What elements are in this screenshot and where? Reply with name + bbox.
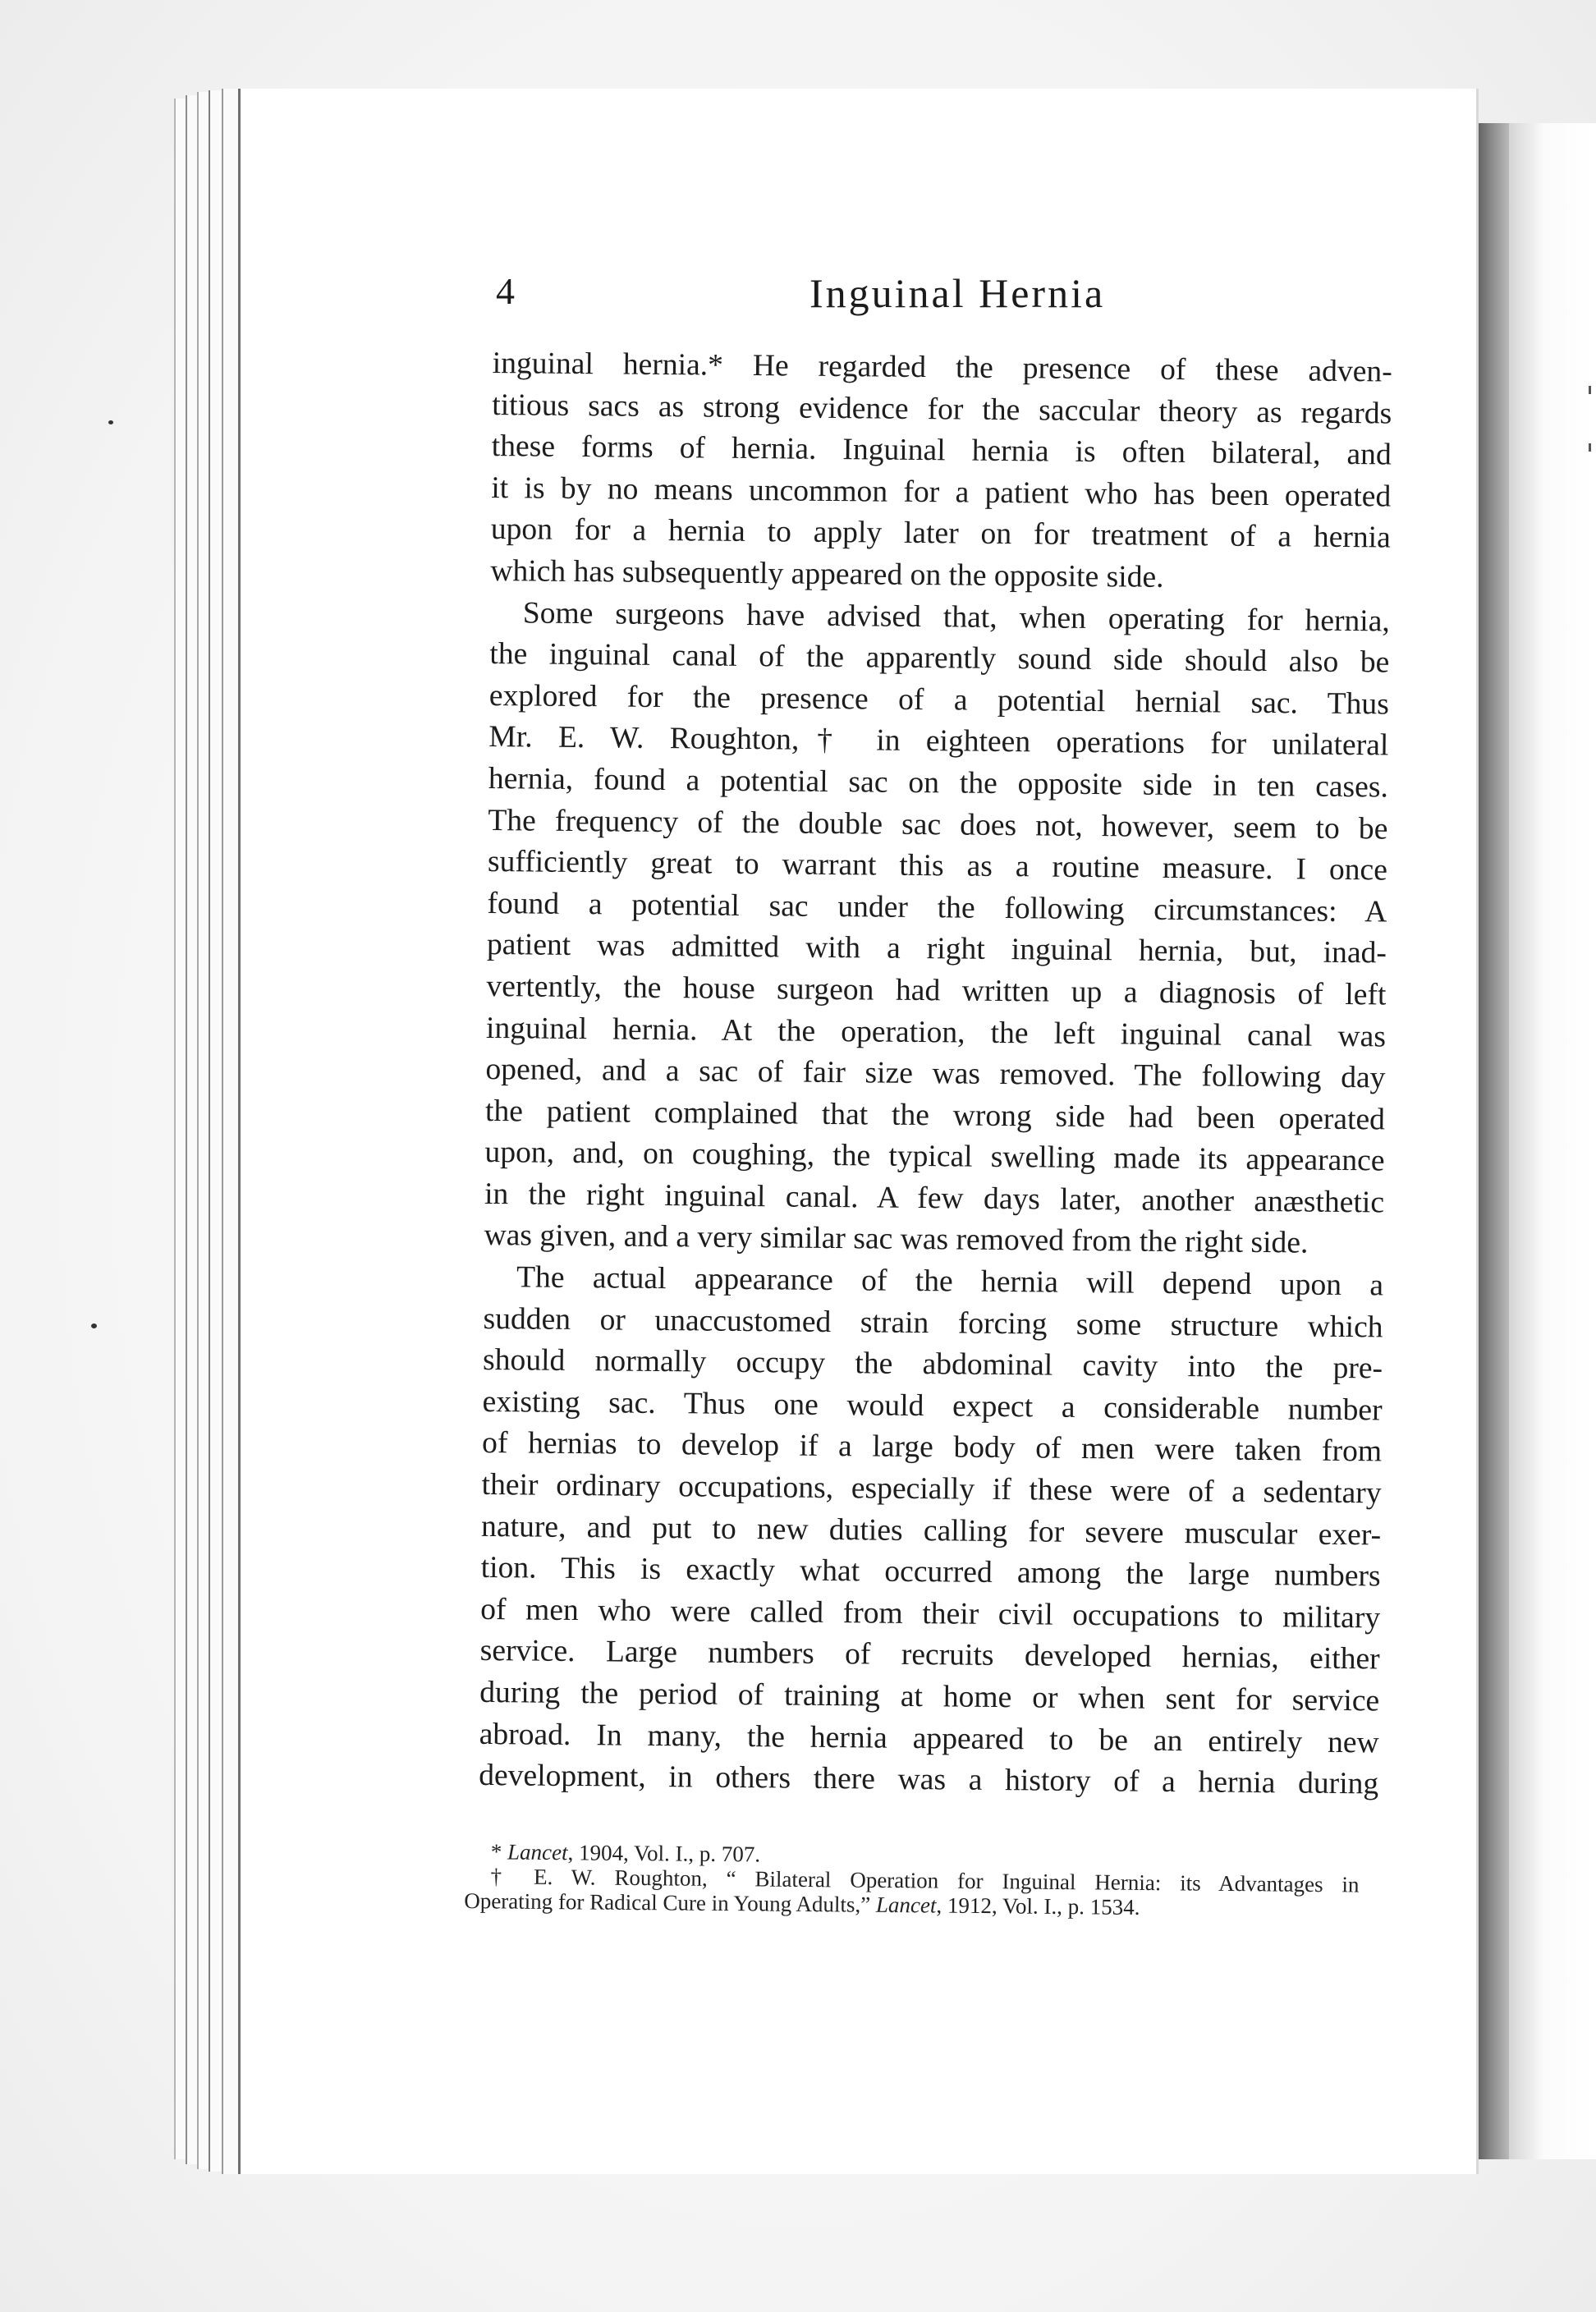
- text-line: inguinal hernia.* He regarded the presence of these adven-: [492, 346, 1392, 389]
- scan-mark: [1589, 443, 1591, 452]
- citation-title: Operating for Radical Cure in Young Adults,”: [464, 1888, 877, 1917]
- text-line: upon for a hernia to apply later on for treatment of a hernia: [490, 512, 1391, 555]
- citation-detail: , 1904, Vol. I., p. 707.: [567, 1840, 761, 1867]
- scan-speck: [91, 1323, 97, 1328]
- text-line: existing sac. Thus one would expect a considerable number: [482, 1384, 1383, 1428]
- text-line: their ordinary occupations, especially if these were of a sedentary: [481, 1467, 1382, 1511]
- text-line: the patient complained that the wrong side had been operated: [484, 1094, 1386, 1137]
- text-line: development, in others there was a history of a hernia during: [479, 1759, 1379, 1801]
- page-number: 4: [496, 270, 516, 312]
- book-gutter: [1476, 123, 1509, 2159]
- text-line: service. Large numbers of recruits developed hernias, either: [479, 1634, 1380, 1677]
- text-line: patient was admitted with a right inguinal hernia, but, inad-: [486, 928, 1387, 970]
- text-line: tion. This is exactly what occurred among the large numbers: [480, 1551, 1381, 1594]
- text-line: The actual appearance of the hernia will depend upon a: [516, 1260, 1384, 1303]
- text-line: these forms of hernia. Inguinal hernia is often bilateral, and: [491, 429, 1392, 472]
- text-line: The frequency of the double sac does not, however, seem to be: [488, 803, 1388, 846]
- text-line: should normally occupy the abdominal cavity into the pre-: [482, 1343, 1383, 1386]
- text-line: the inguinal canal of the apparently sound side should also be: [489, 637, 1390, 680]
- text-line: of men who were called from their civil occupations to military: [479, 1592, 1381, 1635]
- body-text: [479, 343, 1392, 1805]
- running-title: Inguinal Hernia: [809, 270, 1106, 316]
- text-line: during the period of training at home or when sent for service: [479, 1675, 1380, 1718]
- running-head: [496, 269, 1391, 335]
- text-line: titious sacs as strong evidence for the saccular theory as regards: [492, 388, 1392, 431]
- scan-mark: [1589, 386, 1591, 394]
- text-line: of hernias to develop if a large body of men were taken from: [481, 1426, 1383, 1469]
- journal-name: Lancet: [507, 1839, 568, 1865]
- text-line: opened, and a sac of fair size was removed. The following day: [485, 1053, 1386, 1095]
- journal-name: Lancet: [875, 1892, 937, 1918]
- text-line: explored for the presence of a potential hernial sac. Thus: [488, 678, 1390, 722]
- text-line: found a potential sac under the following circumstances: A: [487, 886, 1387, 929]
- facing-page-edge: [1509, 123, 1596, 2159]
- text-line: was given, and a very similar sac was removed from the right side.: [484, 1218, 1309, 1261]
- text-line: which has subsequently appeared on the opposite side.: [490, 553, 1164, 594]
- text-line: hernia, found a potential sac on the opposite side in ten cases.: [488, 761, 1389, 805]
- text-line: in the right inguinal canal. A few days later, another anæsthetic: [484, 1177, 1385, 1220]
- text-line: sudden or unaccustomed strain forcing some structure which: [483, 1301, 1383, 1345]
- text-line: abroad. In many, the hernia appeared to be an entirely new: [479, 1717, 1379, 1760]
- footnote-2-line: † E. W. Roughton, “ Bilateral Operation for Inguinal Hernia: its Advantages in: [490, 1864, 1360, 1897]
- text-line: it is by no means uncommon for a patient who has been operated: [491, 470, 1392, 514]
- footnote-marker: *: [490, 1839, 502, 1865]
- page-edge: [222, 89, 240, 2174]
- text-line: nature, and put to new duties calling for severe muscular exer-: [480, 1509, 1382, 1553]
- text-line: sufficiently great to warrant this as a routine measure. I once: [487, 845, 1388, 888]
- text-line: upon, and, on coughing, the typical swelling made its appearance: [484, 1135, 1385, 1178]
- text-line: inguinal hernia. At the operation, the left inguinal canal was: [485, 1011, 1387, 1053]
- footnotes: [464, 1839, 1360, 1921]
- citation-detail: , 1912, Vol. I., p. 1534.: [936, 1892, 1140, 1920]
- text-line: Mr. E. W. Roughton,† in eighteen operations for unilateral: [488, 720, 1389, 763]
- scan-speck: [108, 420, 113, 424]
- text-line: Some surgeons have advised that, when operating for hernia,: [522, 595, 1390, 639]
- text-line: vertently, the house surgeon had written up a diagnosis of left: [486, 969, 1387, 1012]
